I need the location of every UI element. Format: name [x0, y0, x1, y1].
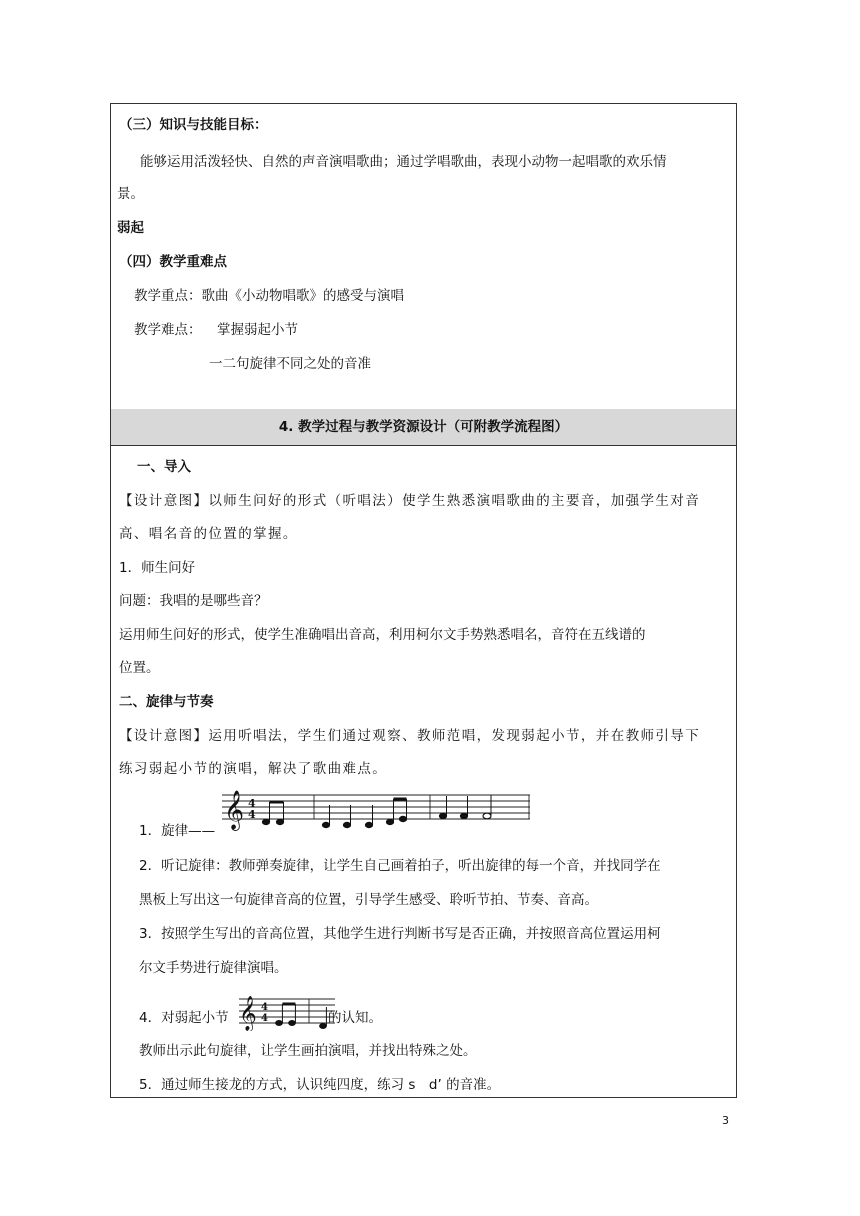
melody-intent-line2: 练习弱起小节的演唱，解决了歌曲难点。 [119, 761, 388, 777]
objectives-text-line2: 景。 [117, 186, 144, 202]
greeting-desc-line2: 位置。 [119, 660, 160, 676]
item4-desc: 教师出示此句旋律，让学生画拍演唱，并找出特殊之处。 [139, 1043, 477, 1059]
greeting-desc-line1: 运用师生问好的形式，使学生准确唱出音高，利用柯尔文手势熟悉唱名，音符在五线谱的 [119, 627, 646, 643]
difficulty-item-2: 一二句旋律不同之处的音准 [209, 356, 371, 372]
weak-start-label: 弱起 [117, 220, 144, 236]
difficulty-item-1: 掌握弱起小节 [217, 322, 298, 338]
melody-staff-image [222, 787, 532, 833]
section4-title: 4. 教学过程与教学资源设计（可附教学流程图） [111, 409, 736, 446]
treble-clef-icon: 𝄞 [224, 790, 245, 830]
objectives-text-line1: 能够运用活泼轻快、自然的声音演唱歌曲；通过学唱歌曲，表现小动物一起唱歌的欢乐情 [140, 154, 667, 170]
intro-heading: 一、导入 [137, 459, 191, 475]
key-points-heading: （四）教学重难点 [119, 254, 227, 270]
key-point: 教学重点：歌曲《小动物唱歌》的感受与演唱 [134, 288, 404, 304]
item5-text: 5．通过师生接龙的方式，认识纯四度，练习 s d’ 的音准。 [139, 1077, 501, 1093]
difficulty-label: 教学难点： [134, 322, 202, 338]
time-sig-bottom: 4 [248, 808, 256, 821]
objectives-heading: （三）知识与技能目标： [119, 117, 268, 133]
item3-line1: 3．按照学生写出的音高位置，其他学生进行判断书写是否正确，并按照音高位置运用柯 [139, 926, 661, 942]
objectives-section [111, 104, 736, 410]
treble-clef-small-icon: 𝄞 [239, 996, 257, 1031]
time-sig-top: 4 [248, 797, 256, 810]
time-sig-small-bottom: 4 [261, 1013, 268, 1024]
item2-line1: 2．听记旋律：教师弹奏旋律，让学生自己画着拍子，听出旋律的每一个音，并找同学在 [139, 858, 661, 874]
lesson-plan-table [110, 103, 737, 1098]
intro-intent-line2: 高、唱名音的位置的掌握。 [119, 526, 298, 542]
item2-line2: 黑板上写出这一句旋律音高的位置，引导学生感受、聆听节拍、节奏、音高。 [139, 892, 598, 908]
question-text: 问题：我唱的是哪些音？ [119, 593, 268, 609]
melody-intent-line1: 【设计意图】运用听唱法，学生们通过观察、教师范唱，发现弱起小节，并在教师引导下 [119, 728, 701, 744]
melody-heading: 二、旋律与节奏 [119, 694, 214, 710]
page-number: 3 [722, 1114, 729, 1127]
item4-prefix: 4．对弱起小节 [139, 1010, 229, 1026]
melody-item-label: 1．旋律—— [139, 823, 216, 839]
item3-line2: 尔文手势进行旋律演唱。 [139, 960, 288, 976]
weak-start-staff-image [239, 991, 339, 1031]
intro-intent-line1: 【设计意图】以师生问好的形式（听唱法）使学生熟悉演唱歌曲的主要音，加强学生对音 [119, 493, 701, 509]
greeting-item: 1．师生问好 [119, 560, 196, 576]
item4-suffix: 的认知。 [328, 1010, 382, 1026]
time-sig-small-top: 4 [261, 1002, 268, 1013]
